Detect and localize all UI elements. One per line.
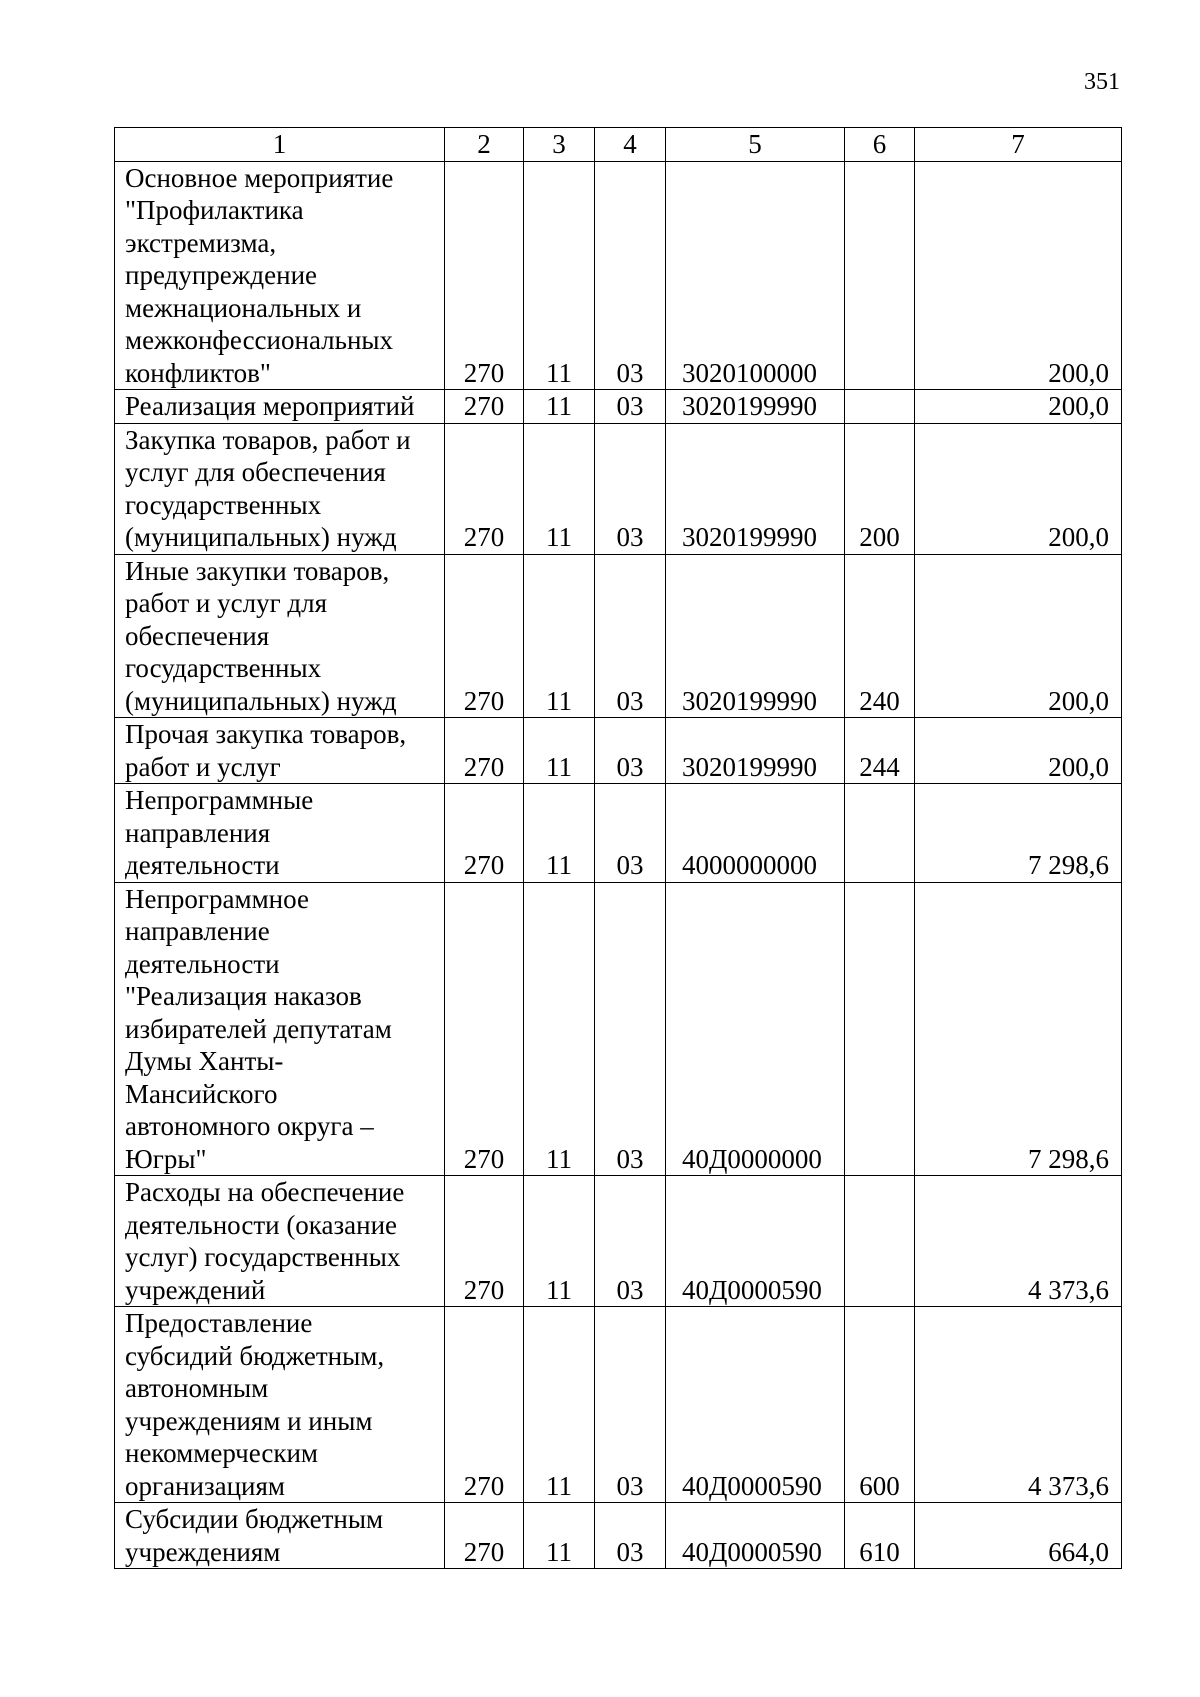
admin-code-cell: 270 (445, 1503, 524, 1569)
row-name-line: учреждений (125, 1274, 266, 1305)
row-name-line: организациям (125, 1470, 286, 1501)
row-name-cell (115, 390, 445, 424)
row-name-line: предупреждение (125, 260, 318, 290)
subsection-cell: 03 (595, 423, 666, 554)
table-header-row (115, 128, 1122, 162)
amount-cell: 664,0 (915, 1503, 1122, 1569)
row-name-cell (115, 423, 445, 554)
table-row (115, 423, 1122, 554)
section-cell: 11 (524, 1307, 595, 1503)
target-article-cell: 40Д0000590 (666, 1176, 845, 1307)
row-name-line: работ и услуг (125, 751, 281, 782)
expense-type-cell: 200 (845, 423, 915, 554)
table-row (115, 390, 1122, 424)
row-name-line: учреждениям (125, 1536, 281, 1567)
target-article-cell: 3020199990 (666, 390, 845, 424)
expense-type-cell: 610 (845, 1503, 915, 1569)
row-name-line: деятельности (125, 948, 280, 979)
admin-code-cell: 270 (445, 554, 524, 718)
header-cell-5: 5 (666, 128, 845, 162)
amount-cell: 200,0 (915, 423, 1122, 554)
row-name-cell (115, 1503, 445, 1569)
section-cell: 11 (524, 784, 595, 883)
row-name-line: экстремизма, (125, 227, 277, 258)
row-name-cell (115, 161, 445, 390)
subsection-cell: 03 (595, 1176, 666, 1307)
expense-type-cell: 240 (845, 554, 915, 718)
section-cell: 11 (524, 390, 595, 424)
row-name-line: направление (125, 916, 270, 946)
subsection-cell: 03 (595, 1503, 666, 1569)
row-name-line: направления (125, 817, 271, 848)
header-cell-7: 7 (915, 128, 1122, 162)
row-name-line: субсидий бюджетным, (125, 1340, 385, 1371)
page-number: 351 (1084, 69, 1120, 95)
subsection-cell: 03 (595, 161, 666, 390)
amount-cell: 4 373,6 (915, 1176, 1122, 1307)
budget-table (114, 127, 1122, 1569)
section-cell: 11 (524, 161, 595, 390)
row-name-line: работ и услуг для (125, 588, 328, 618)
row-name-line: Мансийского (125, 1078, 278, 1109)
section-cell: 11 (524, 1176, 595, 1307)
amount-cell: 7 298,6 (915, 882, 1122, 1176)
row-name-line: Думы Ханты- (125, 1046, 284, 1076)
amount-cell: 200,0 (915, 161, 1122, 390)
expense-type-cell (845, 882, 915, 1176)
header-cell-1: 1 (115, 128, 445, 162)
table-row (115, 554, 1122, 718)
row-name-line: "Профилактика (125, 195, 304, 225)
target-article-cell: 40Д0000000 (666, 882, 845, 1176)
amount-cell: 7 298,6 (915, 784, 1122, 883)
row-name-line: Субсидии бюджетным (125, 1504, 384, 1534)
subsection-cell: 03 (595, 1307, 666, 1503)
row-name-cell (115, 718, 445, 784)
table-row (115, 1307, 1122, 1503)
expense-type-cell (845, 390, 915, 424)
row-name-line: государственных (125, 653, 322, 683)
row-name-line: (муниципальных) нужд (125, 685, 397, 716)
subsection-cell: 03 (595, 784, 666, 883)
header-cell-3: 3 (524, 128, 595, 162)
section-cell: 11 (524, 423, 595, 554)
row-name-cell (115, 784, 445, 883)
header-cell-2: 2 (445, 128, 524, 162)
row-name-line: "Реализация наказов (125, 981, 362, 1011)
row-name-line: автономным (125, 1373, 269, 1403)
row-name-line: Предоставление (125, 1308, 313, 1338)
table-row (115, 161, 1122, 390)
table-row (115, 1176, 1122, 1307)
expense-type-cell: 244 (845, 718, 915, 784)
expense-type-cell: 600 (845, 1307, 915, 1503)
row-name-line: обеспечения (125, 620, 270, 651)
admin-code-cell: 270 (445, 1176, 524, 1307)
row-name-line: деятельности (оказание (125, 1209, 398, 1240)
subsection-cell: 03 (595, 882, 666, 1176)
row-name-line: Расходы на обеспечение (125, 1177, 405, 1207)
subsection-cell: 03 (595, 390, 666, 424)
table-row (115, 1503, 1122, 1569)
admin-code-cell: 270 (445, 390, 524, 424)
row-name-line: (муниципальных) нужд (125, 522, 397, 552)
row-name-cell (115, 1176, 445, 1307)
table-row (115, 882, 1122, 1176)
target-article-cell: 3020199990 (666, 554, 845, 718)
admin-code-cell: 270 (445, 718, 524, 784)
row-name-line: межнациональных и (125, 292, 362, 323)
target-article-cell: 3020100000 (666, 161, 845, 390)
row-name-line: государственных (125, 489, 322, 520)
row-name-line: Реализация мероприятий (125, 391, 415, 421)
row-name-line: услуг) государственных (125, 1242, 401, 1272)
subsection-cell: 03 (595, 554, 666, 718)
row-name-line: избирателей депутатам (125, 1013, 392, 1044)
section-cell: 11 (524, 718, 595, 784)
row-name-line: Югры" (125, 1143, 207, 1174)
row-name-line: некоммерческим (125, 1438, 319, 1468)
admin-code-cell: 270 (445, 882, 524, 1176)
row-name-line: Прочая закупка товаров, (125, 719, 407, 749)
target-article-cell: 3020199990 (666, 423, 845, 554)
expense-type-cell (845, 784, 915, 883)
table-row (115, 784, 1122, 883)
row-name-line: Закупка товаров, работ и (125, 424, 411, 455)
row-name-cell (115, 1307, 445, 1503)
target-article-cell: 3020199990 (666, 718, 845, 784)
row-name-line: деятельности (125, 850, 280, 880)
expense-type-cell (845, 161, 915, 390)
admin-code-cell: 270 (445, 1307, 524, 1503)
amount-cell: 200,0 (915, 718, 1122, 784)
target-article-cell: 40Д0000590 (666, 1307, 845, 1503)
row-name-cell (115, 554, 445, 718)
admin-code-cell: 270 (445, 423, 524, 554)
row-name-cell (115, 882, 445, 1176)
row-name-line: межконфессиональных (125, 325, 394, 355)
amount-cell: 200,0 (915, 554, 1122, 718)
header-cell-4: 4 (595, 128, 666, 162)
row-name-line: Иные закупки товаров, (125, 555, 390, 586)
section-cell: 11 (524, 882, 595, 1176)
amount-cell: 200,0 (915, 390, 1122, 424)
amount-cell: 4 373,6 (915, 1307, 1122, 1503)
row-name-line: автономного округа – (125, 1111, 374, 1141)
table-row (115, 718, 1122, 784)
section-cell: 11 (524, 554, 595, 718)
admin-code-cell: 270 (445, 161, 524, 390)
row-name-line: Непрограммные (125, 785, 314, 815)
target-article-cell: 4000000000 (666, 784, 845, 883)
row-name-line: услуг для обеспечения (125, 457, 386, 487)
row-name-line: конфликтов" (125, 357, 271, 388)
row-name-line: Непрограммное (125, 883, 309, 914)
admin-code-cell: 270 (445, 784, 524, 883)
row-name-line: Основное мероприятие (125, 162, 394, 193)
expense-type-cell (845, 1176, 915, 1307)
header-cell-6: 6 (845, 128, 915, 162)
target-article-cell: 40Д0000590 (666, 1503, 845, 1569)
row-name-line: учреждениям и иным (125, 1405, 373, 1436)
section-cell: 11 (524, 1503, 595, 1569)
subsection-cell: 03 (595, 718, 666, 784)
